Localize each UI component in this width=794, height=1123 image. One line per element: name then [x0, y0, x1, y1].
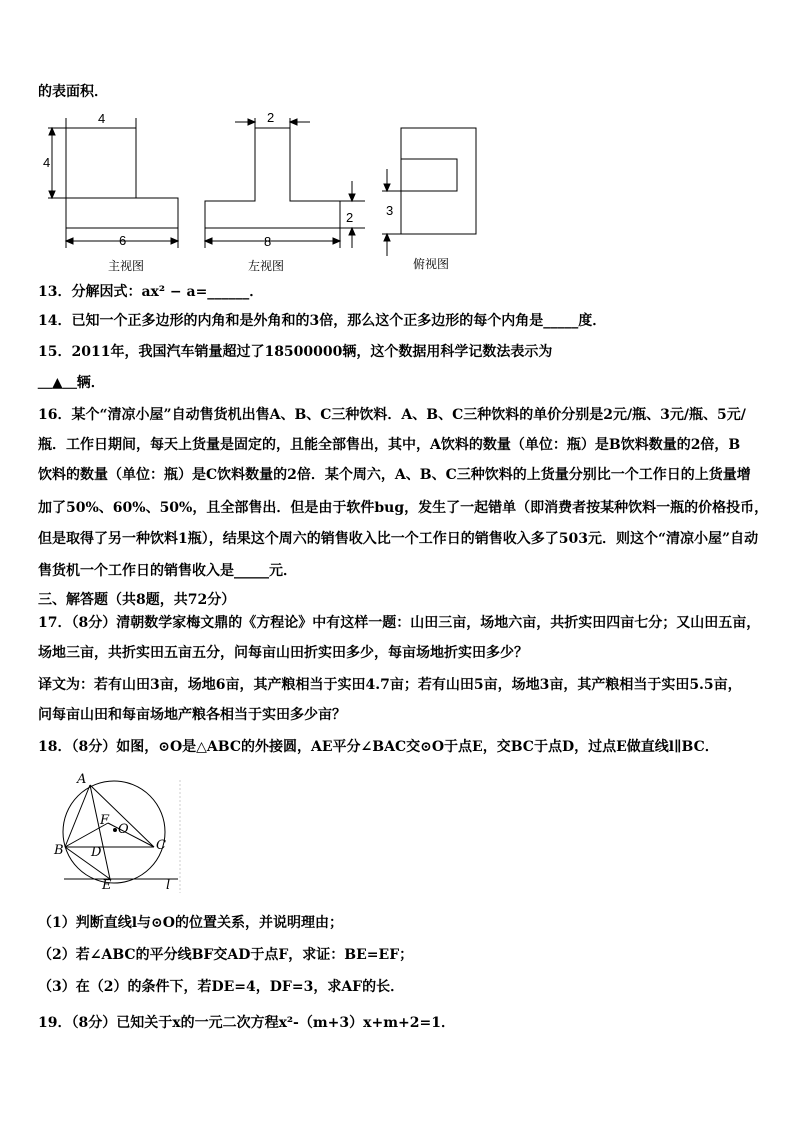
top-line: 的表面积．	[38, 84, 108, 100]
question-18-part2: （2）若∠ABC的平分线BF交AD于点F，求证：BE=EF；	[38, 947, 414, 963]
three-views-figure	[30, 105, 500, 281]
question-19: 19．（8分）已知关于x的一元二次方程x²-（m+3）x+m+2=1．	[38, 1015, 455, 1031]
label-c: C	[156, 838, 166, 853]
question-18: 18．（8分）如图，⊙O是△ABC的外接圆，AE平分∠BAC交⊙O于点E，交BC于点D，过点E做直线l∥BC．	[38, 739, 719, 755]
question-17-line1: 17．（8分）清朝数学家梅文鼎的《方程论》中有这样一题：山田三亩，场地六亩，共折实田四亩七分；又山田五亩，	[38, 615, 761, 631]
left-view	[205, 118, 365, 248]
question-16-line6: 售货机一个工作日的销售收入是_____元．	[38, 563, 297, 579]
front-dim-bottom: 6	[119, 233, 127, 248]
left-dim-right: 2	[346, 210, 354, 225]
question-16-line5: 但是取得了另一种饮料1瓶），结果这个周六的销售收入比一个工作日的销售收入多了503元．则这个“清凉小屋”自动	[38, 531, 759, 547]
question-17-line4: 问每亩山田和每亩场地产粮各相当于实田多少亩？	[38, 707, 346, 723]
question-18-part3: （3）在（2）的条件下，若DE=4，DF=3，求AF的长．	[38, 979, 405, 995]
circle-figure	[48, 772, 198, 904]
question-17-line2: 场地三亩，共折实田五亩五分，问每亩山田折实田多少，每亩场地折实田多少？	[38, 645, 528, 661]
left-dim-top: 2	[267, 110, 275, 125]
top-view	[382, 128, 476, 256]
section-3-heading: 三、解答题（共8题，共72分）	[38, 592, 236, 608]
label-e: E	[102, 878, 112, 893]
label-b: B	[54, 843, 64, 858]
label-f: F	[100, 813, 110, 828]
question-18-part1: （1）判断直线l与⊙O的位置关系，并说明理由；	[38, 915, 343, 931]
front-view-label: 主视图	[108, 259, 145, 273]
label-a: A	[77, 772, 87, 787]
left-dim-bottom: 8	[264, 234, 272, 249]
label-d: D	[91, 845, 102, 860]
front-dim-top: 4	[98, 111, 106, 126]
top-view-label: 俯视图	[413, 257, 450, 271]
front-view	[48, 118, 178, 248]
front-dim-left: 4	[43, 155, 51, 170]
left-view-label: 左视图	[248, 259, 285, 273]
question-14: 14．已知一个正多边形的内角和是外角和的3倍，那么这个正多边形的每个内角是_____度．	[38, 313, 607, 329]
question-15-line2: ＿▲＿辆．	[38, 375, 105, 391]
question-16-line4: 加了50%、60%、50%，且全部售出．但是由于软件bug，发生了一起错单（即消费者按某种饮料一瓶的价格投币，	[38, 500, 769, 516]
question-16-line2: 瓶．工作日期间，每天上货量是固定的，且能全部售出，其中，A饮料的数量（单位：瓶）是B饮料数量的2倍，B	[38, 437, 741, 453]
label-o: O	[118, 822, 129, 837]
question-17-line3: 译文为：若有山田3亩，场地6亩，其产粮相当于实田4.7亩；若有山田5亩，场地3亩，其产粮相当于实田5.5亩，	[38, 677, 742, 693]
question-15-line1: 15．2011年，我国汽车销量超过了18500000辆，这个数据用科学记数法表示为	[38, 344, 553, 360]
question-16-line1: 16．某个“清凉小屋”自动售货机出售A、B、C三种饮料．A、B、C三种饮料的单价分别是2元/瓶、3元/瓶、5元/	[38, 407, 746, 423]
top-dim-left: 3	[386, 203, 394, 218]
question-13: 13．分解因式：ax² − a=______．	[38, 284, 264, 300]
label-l: l	[166, 878, 171, 893]
question-16-line3: 饮料的数量（单位：瓶）是C饮料数量的2倍．某个周六，A、B、C三种饮料的上货量分别比一个工作日的上货量增	[38, 467, 751, 483]
